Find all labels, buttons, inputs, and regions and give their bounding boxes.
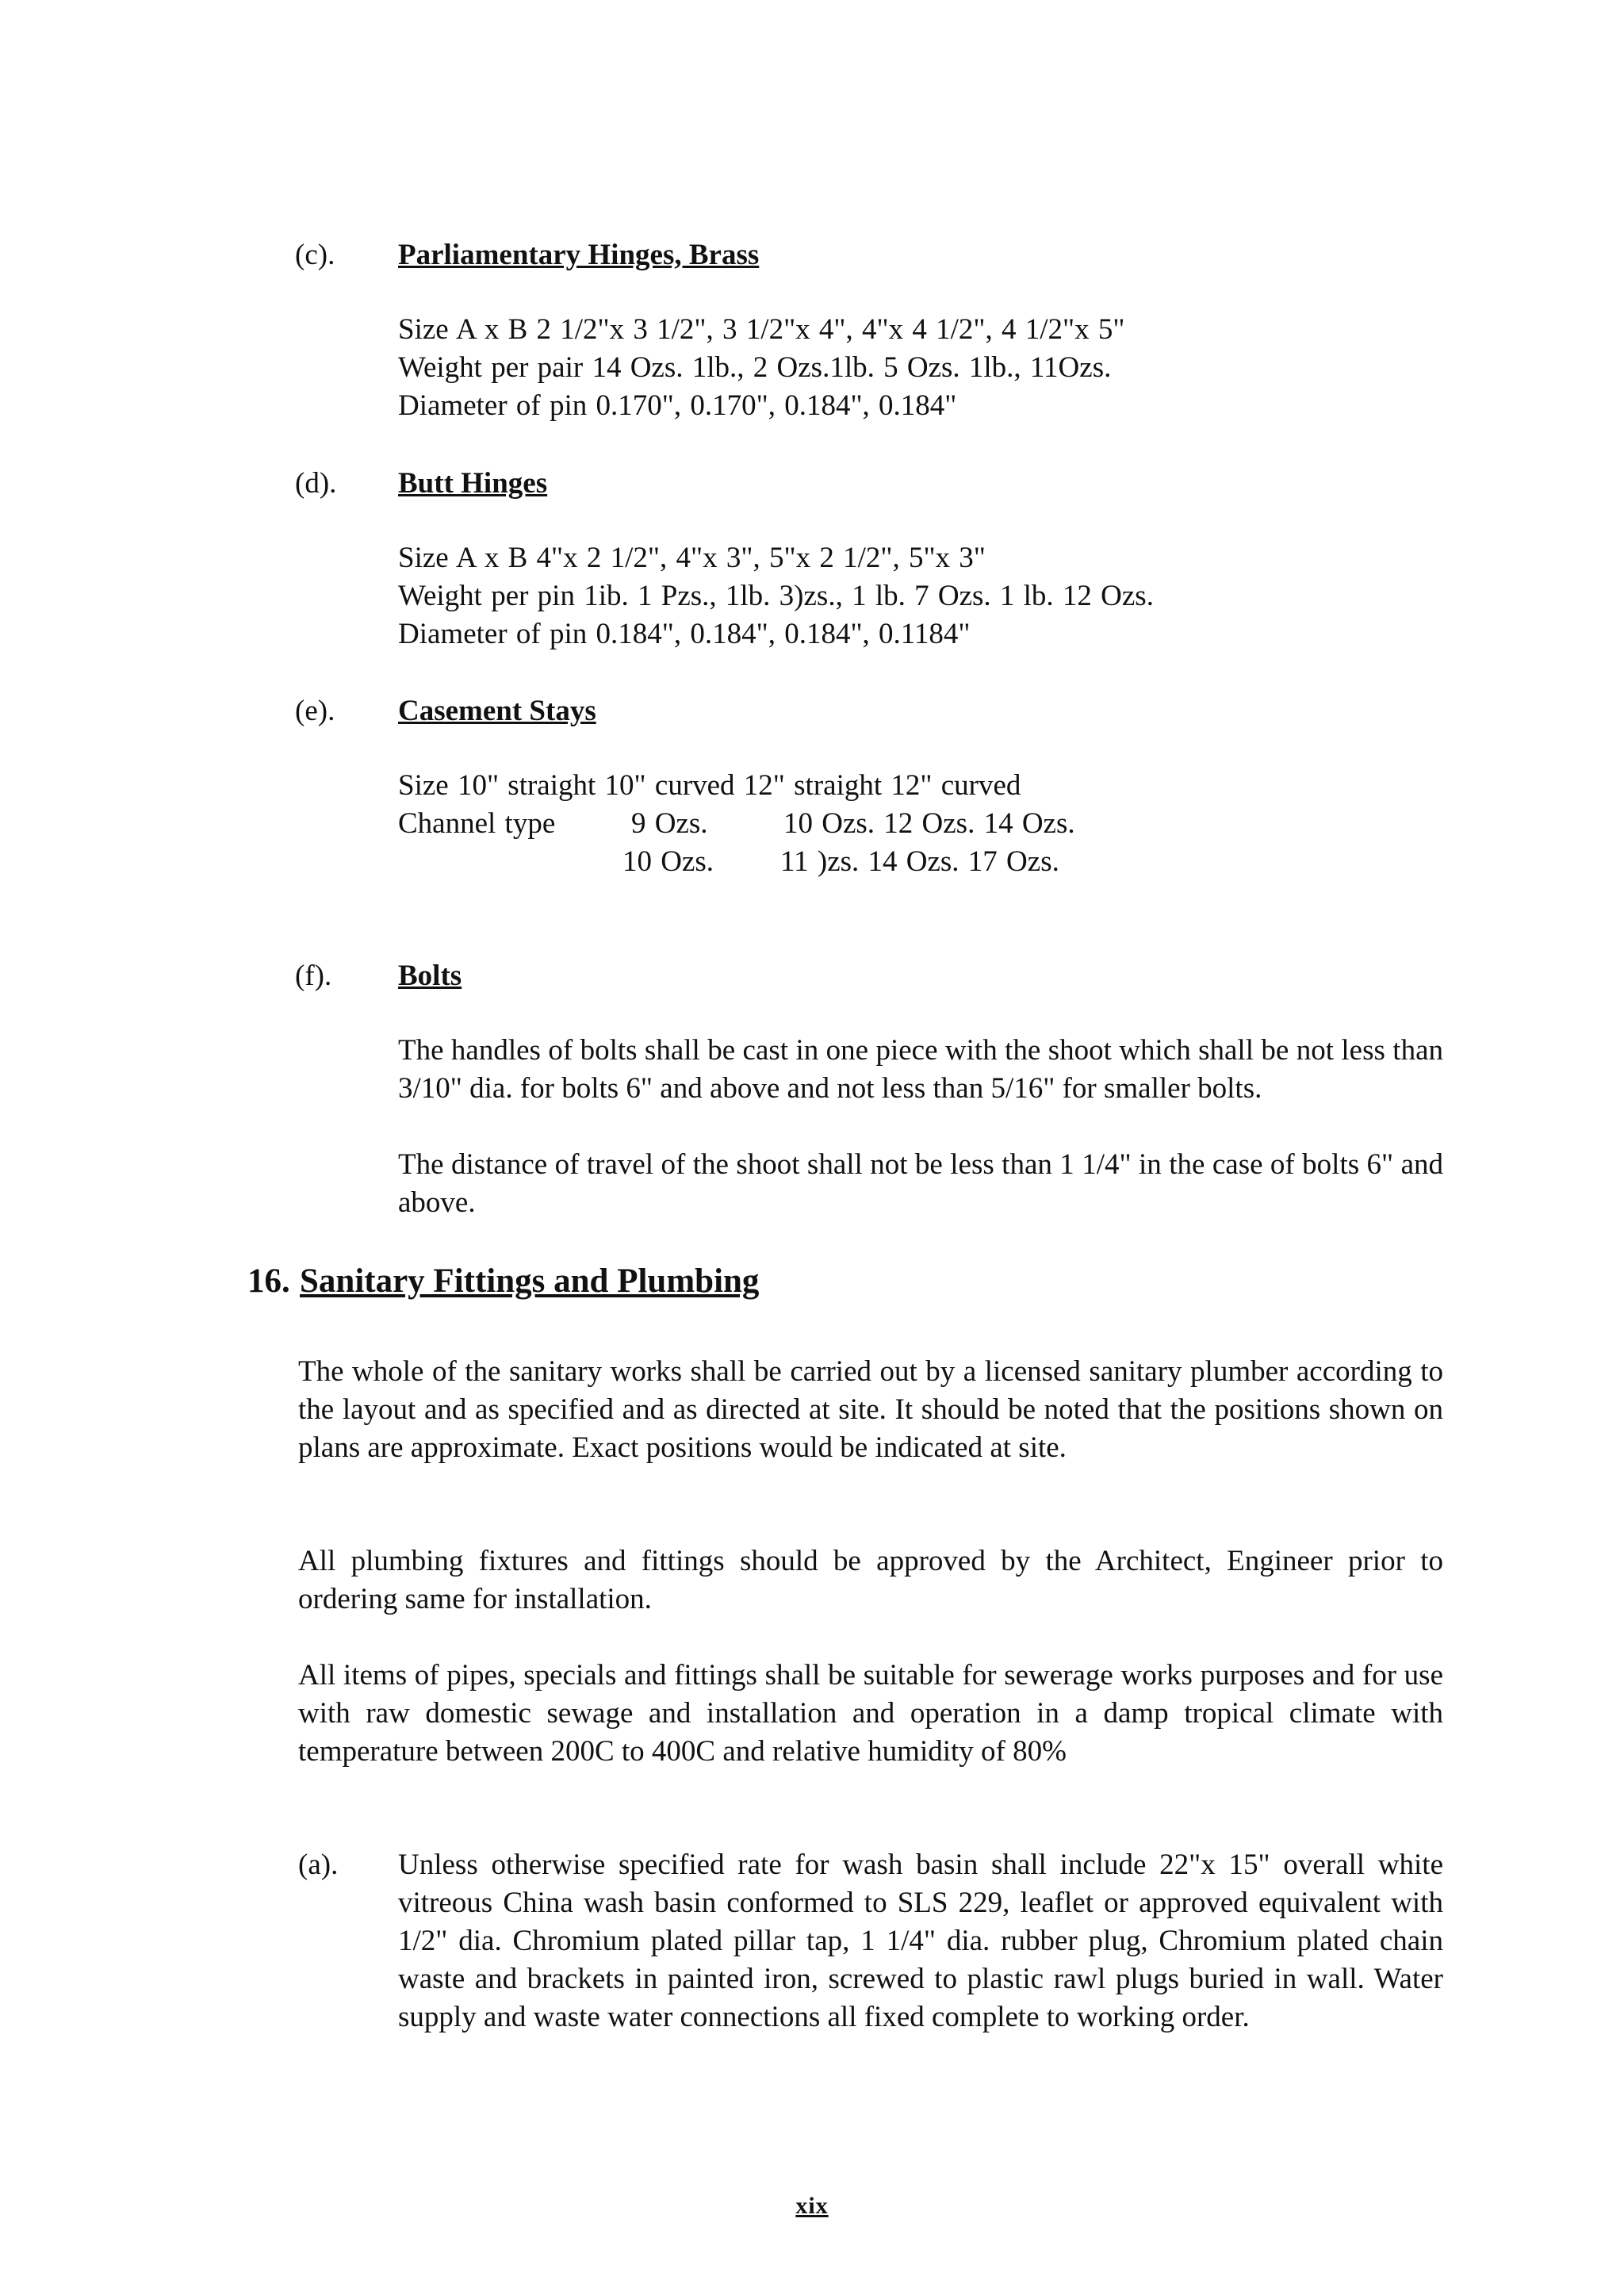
stays-header-row: Size 10" straight 10" curved 12" straight 12" curved <box>398 769 1021 802</box>
stays-row-cell: 10 Ozs. 12 Ozs. 14 Ozs. <box>783 807 1075 840</box>
item-d-line: Weight per pin 1ib. 1 Pzs., 1lb. 3)zs., 1 lb. 7 Ozs. 1 lb. 12 Ozs. <box>398 580 1154 612</box>
stays-row-cell: 11 )zs. 14 Ozs. 17 Ozs. <box>780 845 1059 878</box>
section-paragraph: All items of pipes, specials and fittings shall be suitable for sewerage works purposes and for use with raw domestic sewage and installation and operation in a damp tropical climate with temperature between 200C to 400C and relative humidity of 80% <box>298 1659 1443 1768</box>
item-d-label: (d). <box>295 467 337 500</box>
item-d-line: Size A x B 4"x 2 1/2", 4"x 3", 5"x 2 1/2", 5"x 3" <box>398 542 986 574</box>
section-paragraph: The whole of the sanitary works shall be carried out by a licensed sanitary plumber according to the layout and as specified and as directed at site. It should be noted that the positions shown on plans are approximate. Exact positions would be indicated at site. <box>298 1355 1443 1464</box>
bolts-paragraph: The distance of travel of the shoot shall not be less than 1 1/4" in the case of bolts 6" and above. <box>398 1148 1443 1219</box>
item-c-line: Size A x B 2 1/2"x 3 1/2", 3 1/2"x 4", 4"x 4 1/2", 4 1/2"x 5" <box>398 313 1125 346</box>
item-f-heading: Bolts <box>398 960 462 992</box>
item-d-heading: Butt Hinges <box>398 467 548 500</box>
stays-row-cell: 9 Ozs. <box>631 807 708 840</box>
item-c-heading: Parliamentary Hinges, Brass <box>398 239 760 271</box>
item-e-heading: Casement Stays <box>398 695 596 727</box>
item-c-line: Diameter of pin 0.170", 0.170", 0.184", 0.184" <box>398 389 957 422</box>
bolts-paragraph: The handles of bolts shall be cast in one piece with the shoot which shall be not less than 3/10" dia. for bolts 6" and above and not less than 5/16" for smaller bolts. <box>398 1034 1443 1105</box>
section-paragraph: All plumbing fixtures and fittings should be approved by the Architect, Engineer prior to ordering same for installation. <box>298 1545 1443 1615</box>
sub-item-text: Unless otherwise specified rate for wash basin shall include 22"x 15" overall white vitreous China wash basin conformed to SLS 229, leaflet or approved equivalent with 1/2" dia. Chromium plated pillar tap, 1 1/4" dia. rubber plug, Chromium plated chain waste and brackets in painted iron, screwed to plastic rawl plugs buried in wall. Water supply and waste water connections all fixed complete to working order. <box>398 1849 1443 2033</box>
sub-item-label: (a). <box>298 1849 339 1881</box>
item-f-label: (f). <box>295 960 332 992</box>
item-c-label: (c). <box>295 239 335 271</box>
item-c-line: Weight per pair 14 Ozs. 1lb., 2 Ozs.1lb. 5 Ozs. 1lb., 11Ozs. <box>398 351 1112 384</box>
section-title: Sanitary Fittings and Plumbing <box>300 1262 760 1300</box>
stays-row-label: Channel type <box>398 807 556 840</box>
page-number: xix <box>795 2193 829 2219</box>
stays-row-cell: 10 Ozs. <box>622 845 714 878</box>
item-d-line: Diameter of pin 0.184", 0.184", 0.184", 0.1184" <box>398 618 971 650</box>
item-e-label: (e). <box>295 695 335 727</box>
section-number: 16. <box>247 1262 290 1300</box>
